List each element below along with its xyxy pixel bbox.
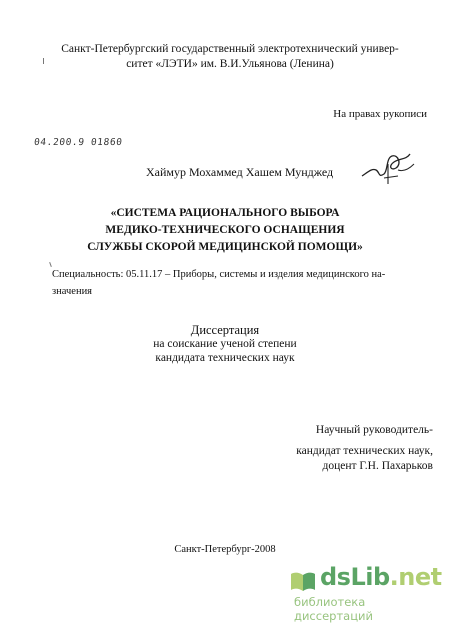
dissertation-degree-block xyxy=(0,323,450,365)
manuscript-rights-note: На правах рукописи xyxy=(333,108,427,120)
specialty-line-2: значения xyxy=(52,286,93,297)
title-line-2: МЕДИКО-ТЕХНИЧЕСКОГО ОСНАЩЕНИЯ xyxy=(105,224,345,236)
supervisor-degree: кандидат технических наук, xyxy=(296,445,433,457)
scan-mark xyxy=(43,58,44,64)
supervisor-name: доцент Г.Н. Пахарьков xyxy=(322,460,433,472)
archive-stamp-number: 04.200.9 01860 xyxy=(33,137,124,148)
dissertation-title xyxy=(0,205,450,256)
degree-line-1: на соискание ученой степени xyxy=(153,338,297,350)
dissertation-label: Диссертация xyxy=(190,323,260,337)
title-line-3: СЛУЖБЫ СКОРОЙ МЕДИЦИНСКОЙ ПОМОЩИ» xyxy=(87,241,363,253)
university-name xyxy=(40,42,420,72)
university-line-1: Санкт-Петербургский государственный электротехнический универ- xyxy=(61,43,399,55)
scan-mark xyxy=(49,262,52,267)
supervisor-role: Научный руководитель- xyxy=(315,424,433,436)
degree-line-2: кандидата технических наук xyxy=(155,352,295,364)
university-line-2: ситет «ЛЭТИ» им. В.И.Ульянова (Ленина) xyxy=(126,58,334,70)
supervisor-block xyxy=(293,423,433,474)
specialty-text xyxy=(52,266,436,300)
city-year: Санкт-Петербург-2008 xyxy=(174,544,276,555)
watermark-brand-main: dsLib xyxy=(320,563,390,591)
specialty-line-1: Специальность: 05.11.17 – Приборы, системы и изделия медицинского на- xyxy=(52,269,386,280)
author-name: Хаймур Мохаммед Хашем Мунджед xyxy=(146,165,334,179)
watermark xyxy=(290,560,442,623)
watermark-subtitle: библиотека диссертаций xyxy=(294,595,373,623)
title-line-1: «СИСТЕМА РАЦИОНАЛЬНОГО ВЫБОРА xyxy=(110,207,340,219)
book-logo-icon xyxy=(290,570,316,592)
signature-icon xyxy=(358,146,418,186)
watermark-brand-tld: .net xyxy=(389,563,442,591)
watermark-brand xyxy=(320,563,442,591)
